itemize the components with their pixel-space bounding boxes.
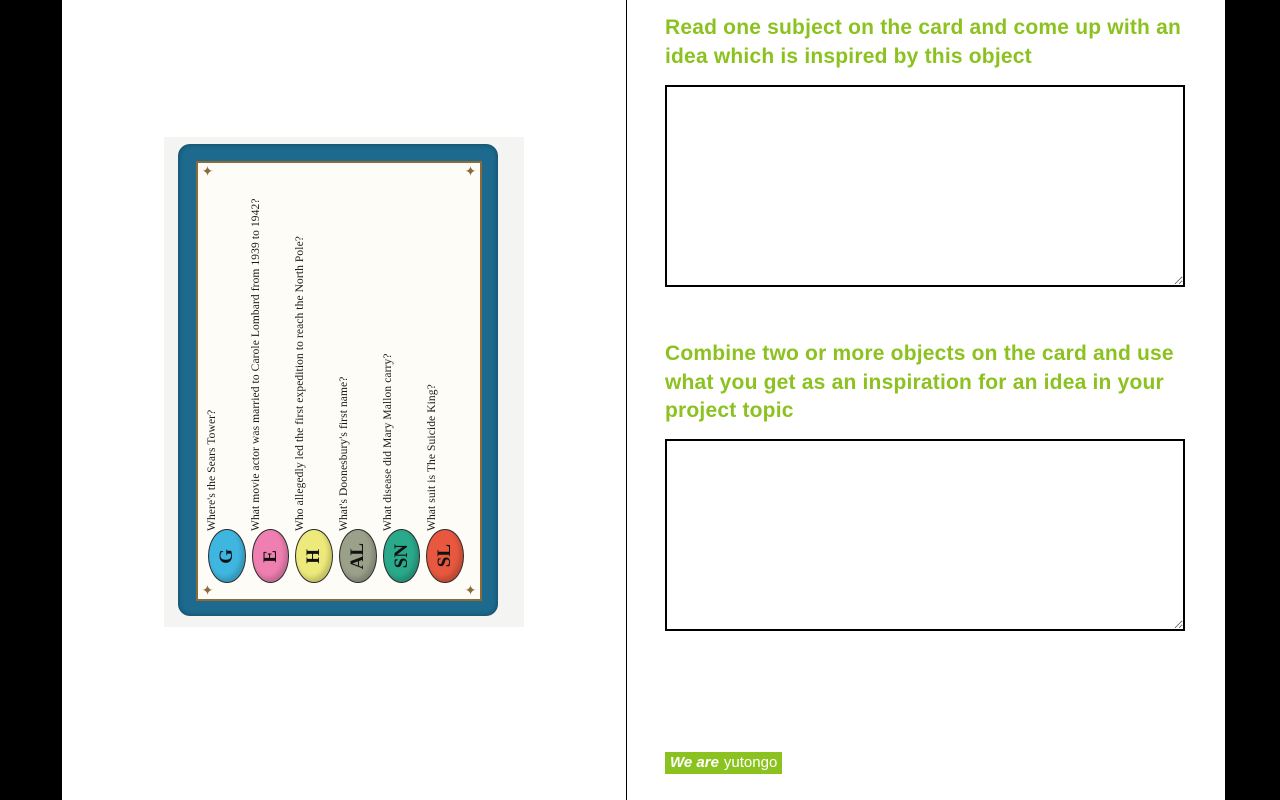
corner-ornament-icon: ✦ [201,163,214,179]
category-badge-label: SL [434,544,456,568]
category-badge [339,529,377,583]
card-question: Who allegedly led the first expedition to reach the North Pole? [294,236,306,531]
answer-two-input[interactable] [665,439,1185,631]
category-badge-label: SN [390,543,412,569]
card-question: What movie actor was married to Carole Lombard from 1939 to 1942? [250,198,262,531]
spacer [665,292,1185,340]
prompt-two-heading: Combine two or more objects on the card and use what you get as an inspiration for an idea in your project topic [665,342,1174,422]
card-question-list [206,171,472,531]
card-question: What disease did Mary Mallon carry? [382,353,394,531]
category-badge [426,529,464,583]
logo-brand-text: yutongo [723,754,778,771]
prompt-one-heading: Read one subject on the card and come up with an idea which is inspired by this object [665,16,1182,68]
card-question: Where's the Sears Tower? [206,409,218,531]
right-worksheet-panel [627,0,1225,800]
trivia-card-photo [164,137,524,627]
card-question: What's Doonesbury's first name? [338,376,350,531]
category-badge-label: AL [346,542,368,570]
corner-ornament-icon: ✦ [464,163,477,179]
worksheet [665,14,1185,636]
category-badge-label: G [215,548,237,564]
category-badge [383,529,421,583]
corner-ornament-icon: ✦ [201,582,214,598]
yutongo-logo [665,752,782,774]
corner-ornament-icon: ✦ [464,582,477,598]
category-badge-label: E [259,549,281,563]
category-badge [252,529,290,583]
trivia-card-face [196,161,482,601]
category-badge-label: H [303,548,325,564]
category-badge [208,529,246,583]
answer-one-input[interactable] [665,85,1185,287]
logo-we-are-text: We are [670,754,719,771]
left-image-panel [62,0,626,800]
category-badge [295,529,333,583]
card-category-badges [208,525,470,587]
card-question: What suit is The Suicide King? [426,384,438,531]
trivia-card-border [178,144,498,616]
